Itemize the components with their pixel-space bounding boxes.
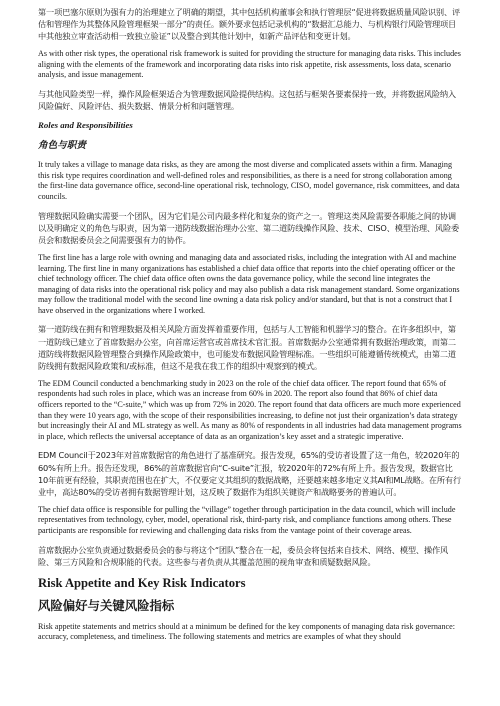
paragraph-edm-council-zh: EDM Council于2023年对首席数据官的角色进行了基准研究。报告发现，65%的受访者设置了这一角色，较2020年的60%有所上升。报告还发现，86%的首席数据官向“C-suite”汇报，较2020年的72%有所上升。报告发现，数据官比10年前更有经验，其职责范围也在扩大，不仅要定义其组织的数据战略，还要越来越多地定义其AI和ML战略。在所有行业中，高达80%的受访者拥有数据管理计划，这反映了数据作为组织关键资产和战略要务的普遍认可。: [38, 450, 461, 497]
paragraph-first-line-zh: 第一道防线在拥有和管理数据及相关风险方面发挥着重要作用，包括与人工智能和机器学习的整合。在许多组织中，第一道防线已建立了首席数据办公室，向首席运营官或首席技术官汇报。首席数据办公室通常拥有数据治理政策，而第二道防线将数据风险管理整合到操作风险政策中，也可能发布数据风险管理标准。一些组织可能遵循传统模式，由第二道防线拥有数据风险政策和/或标准，但这不是我在我工作的组织中观察到的模式。: [38, 324, 456, 371]
paragraph-first-line-en: The first line has a large role with owning and managing data and associated risks, including the integration with AI and machine learning. The first line in many organizations has established a chief data office that reports into the chief operating officer or the chief technology officer. The chief data office often owns the data governance policy, while the second line integrates the managing of data risks into the operational risk policy and may also publish a data risk management standard. Some organizations may follow the traditional model with the second line owning a data risk policy and/or standard, but that is not a construct that I have observed in the organizations where I worked.: [38, 252, 460, 315]
subheading-roles-zh: 角色与职责: [38, 140, 86, 152]
paragraph-basel-principle-zh: 第一项巴塞尔原则为强有力的治理建立了明确的期望，其中包括机构董事会和执行管理层“促进将数据质量风险识别、评估和管理作为其整体风险管理框架一部分”的责任。额外要求包括记录机构的“数据汇总能力、与机构银行风险管理项目中其他独立审查活动相一致独立验证”以及整合到其他计划中，如新产品评估和变更计划。: [38, 7, 461, 42]
heading-risk-appetite-en: Risk Appetite and Key Risk Indicators: [38, 575, 246, 590]
heading-risk-appetite-zh: 风险偏好与关键风险指标: [38, 597, 175, 613]
paragraph-village-zh: 管理数据风险确实需要一个团队，因为它们是公司内最多样化和复杂的资产之一。管理这类风险需要各职能之间的协调以及明确定义的角色与职责，因为第一道防线数据治理办公室、第二道防线操作风险、技术、CISO、模型治理、风险委员会和数据委员会之间需要强有力的协作。: [38, 210, 460, 245]
paragraph-risk-appetite-en: Risk appetite statements and metrics should at a minimum be defined for the key components of managing data risk governance: accuracy, completeness, and timeliness. The following statements and metrics are examples of what they should: [38, 621, 455, 642]
paragraph-operational-risk-framework-en: As with other risk types, the operational risk framework is suited for providing the structure for managing data risks. This includes aligning with the elements of the framework and incorporating data risks into risk appetite, risk assessments, loss data, scenario analysis, and issue management.: [38, 49, 461, 80]
subheading-roles-en: Roles and Responsibilities: [38, 120, 133, 131]
paragraph-chief-data-office-zh: 首席数据办公室负责通过数据委员会的参与将这个“团队”整合在一起，委员会将包括来自技术、网络、模型、操作风险、第三方风险和合规职能的代表。这些参与者负责从其覆盖范围的视角审查和质疑数据风险。: [38, 544, 449, 567]
paragraph-operational-risk-framework-zh: 与其他风险类型一样，操作风险框架适合为管理数据风险提供结构。这包括与框架各要素保持一致，并将数据风险纳入风险偏好、风险评估、损失数据、情景分析和问题管理。: [38, 89, 456, 112]
paragraph-village-en: It truly takes a village to manage data risks, as they are among the most diverse and complicated assets within a firm. Managing this risk type requires coordination and well-defined roles and responsibilities, as there is a need for strong collaboration among the first-line data governance office, second-line operational risk, technology, CISO, model governance, risk committees, and data councils.: [38, 160, 460, 202]
paragraph-chief-data-office-en: The chief data office is responsible for pulling the “village” together through participation in the data council, which will include representatives from technology, cyber, model, operational risk, third-party risk, and compliance functions among others. These participants are responsible for reviewing and challenging data risks from the vantage point of their coverage areas.: [38, 504, 456, 535]
paragraph-edm-council-en: The EDM Council conducted a benchmarking study in 2023 on the role of the chief data officer. The report found that 65% of respondents had such roles in place, which was an increase from 60% in 2020. The report also found that 86% of chief data officers reported to the “C-suite,” which was up from 72% in 2020. The report found that data officers are much more experienced than they were 10 years ago, with the scope of their responsibilities increasing, to define not just their organization’s data strategy but increasingly their AI and ML strategy as well. As many as 80% of respondents in all industries had data management programs in place, which reflects the universal acceptance of data as an organization’s key asset and a strategic imperative.: [38, 378, 462, 441]
